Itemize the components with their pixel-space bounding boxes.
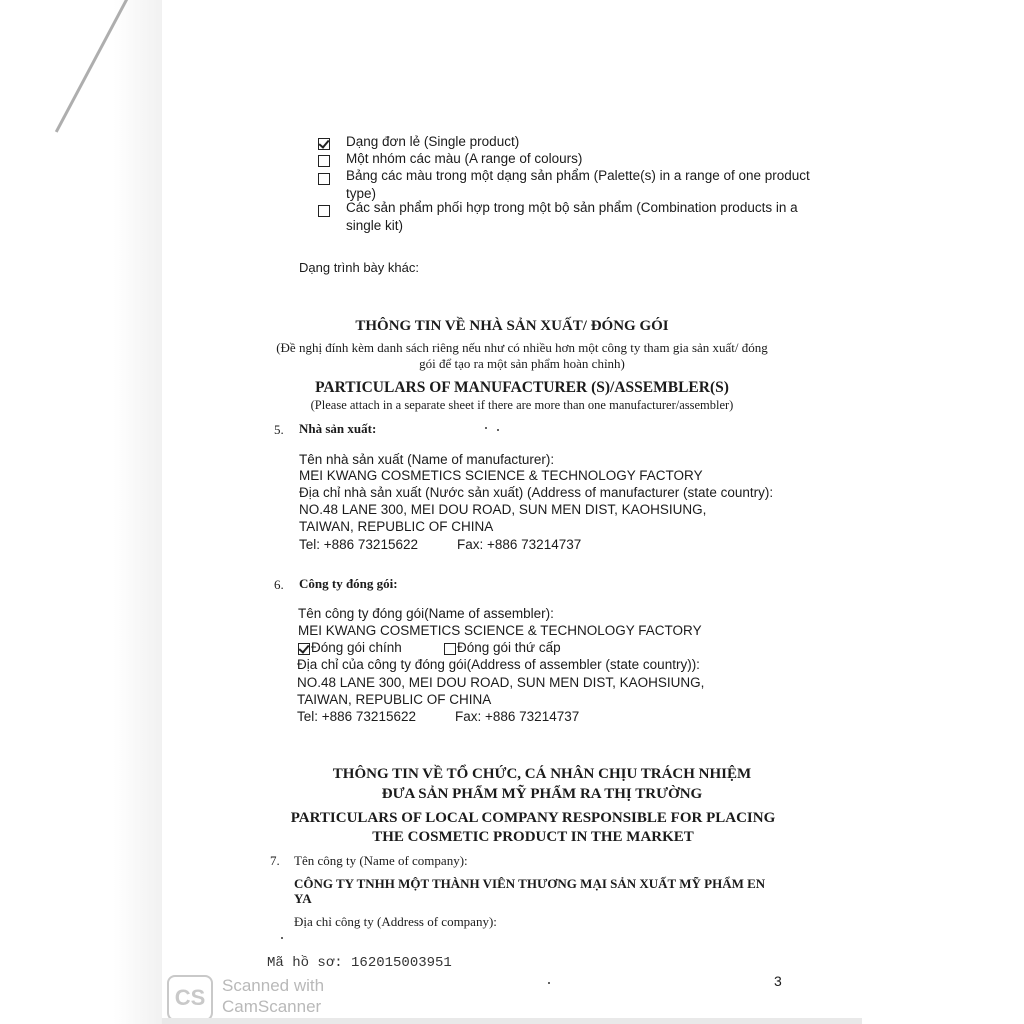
item6-heading: Công ty đóng gói: [299, 576, 398, 591]
manufacturer-name-value: MEI KWANG COSMETICS SCIENCE & TECHNOLOGY FACTORY [299, 468, 703, 483]
other-format-label: Dạng trình bày khác: [299, 260, 419, 275]
primary-packaging-label: Đóng gói chính [311, 640, 402, 655]
range-of-colours-checkbox[interactable] [318, 155, 330, 167]
local-company-title-vi-1: THÔNG TIN VỀ TỔ CHỨC, CÁ NHÂN CHỊU TRÁCH NHIỆM [332, 766, 752, 782]
option-combination-kit: Các sản phẩm phối hợp trong một bộ sản phẩm (Combination products in a [346, 200, 798, 215]
single-product-checkbox[interactable] [318, 138, 330, 150]
item6-number: 6. [274, 577, 284, 592]
local-company-title-en-1: PARTICULARS OF LOCAL COMPANY RESPONSIBLE FOR PLACING [290, 810, 776, 826]
local-company-title-en-2: THE COSMETIC PRODUCT IN THE MARKET [372, 829, 694, 845]
watermark-line1: Scanned with [222, 976, 325, 995]
watermark-line2: CamScanner [222, 997, 322, 1016]
manufacturer-address-line1: NO.48 LANE 300, MEI DOU ROAD, SUN MEN DIST, KAOHSIUNG, [299, 502, 707, 517]
option-single-product: Dạng đơn lẻ (Single product) [346, 134, 520, 149]
assembler-name-label: Tên công ty đóng gói(Name of assembler): [298, 606, 554, 621]
manufacturer-title-en: PARTICULARS OF MANUFACTURER (S)/ASSEMBLER(S) [315, 379, 729, 396]
company-name-value-1: CÔNG TY TNHH MỘT THÀNH VIÊN THƯƠNG MẠI SẢN XUẤT MỸ PHẨM EN [294, 876, 766, 891]
manufacturer-name-label: Tên nhà sản xuất (Name of manufacturer): [299, 452, 555, 467]
manufacturer-tel: Tel: +886 73215622 [299, 537, 418, 552]
option-palette-cont: type) [346, 186, 377, 201]
local-company-title-vi-2: ĐƯA SẢN PHẨM MỸ PHẨM RA THỊ TRƯỜNG [381, 786, 703, 802]
manufacturer-note-en: (Please attach in a separate sheet if there are more than one manufacturer/assembler) [310, 398, 734, 412]
scan-speck [485, 427, 487, 429]
secondary-packaging-label: Đóng gói thứ cấp [457, 640, 561, 655]
option-palette: Bảng các màu trong một dạng sản phẩm (Palette(s) in a range of one product [346, 168, 810, 183]
option-combination-kit-cont: single kit) [346, 218, 404, 233]
option-range-of-colours: Một nhóm các màu (A range of colours) [346, 151, 583, 166]
scan-speck [548, 982, 550, 984]
manufacturer-note-vi-2: gói để tạo ra một sản phẩm hoàn chỉnh) [419, 356, 625, 371]
assembler-address-line1: NO.48 LANE 300, MEI DOU ROAD, SUN MEN DIST, KAOHSIUNG, [297, 675, 705, 690]
manufacturer-title-vi: THÔNG TIN VỀ NHÀ SẢN XUẤT/ ĐÓNG GÓI [355, 318, 669, 334]
scan-speck [281, 937, 283, 939]
item5-number: 5. [274, 422, 284, 437]
page-bottom-edge [162, 1018, 862, 1024]
company-address-label: Địa chỉ công ty (Address of company): [294, 914, 497, 929]
primary-packaging-checkbox[interactable] [298, 643, 310, 655]
assembler-name-value: MEI KWANG COSMETICS SCIENCE & TECHNOLOGY FACTORY [298, 623, 702, 638]
item7-number: 7. [270, 853, 280, 868]
combination-kit-checkbox[interactable] [318, 205, 330, 217]
assembler-fax: Fax: +886 73214737 [455, 709, 580, 724]
manufacturer-address-line2: TAIWAN, REPUBLIC OF CHINA [299, 519, 494, 534]
manufacturer-note-vi-1: (Đề nghị đính kèm danh sách riêng nếu như có nhiều hơn một công ty tham gia sản xuất/ đóng [276, 340, 768, 355]
scan-margin [0, 0, 162, 1024]
assembler-address-line2: TAIWAN, REPUBLIC OF CHINA [297, 692, 492, 707]
page-number: 3 [774, 973, 782, 989]
secondary-packaging-checkbox[interactable] [444, 643, 456, 655]
company-name-label: Tên công ty (Name of company): [294, 853, 468, 868]
file-code: Mã hồ sơ: 162015003951 [267, 955, 452, 971]
palette-checkbox[interactable] [318, 173, 330, 185]
scan-speck [497, 429, 499, 431]
company-name-value-2: YA [294, 891, 312, 906]
assembler-tel: Tel: +886 73215622 [297, 709, 416, 724]
item5-heading: Nhà sản xuất: [299, 421, 377, 436]
assembler-address-label: Địa chỉ của công ty đóng gói(Address of assembler (state country)): [297, 657, 700, 672]
camscanner-logo: CS [167, 975, 213, 1021]
manufacturer-fax: Fax: +886 73214737 [457, 537, 582, 552]
manufacturer-address-label: Địa chỉ nhà sản xuất (Nước sản xuất) (Address of manufacturer (state country): [299, 485, 774, 500]
